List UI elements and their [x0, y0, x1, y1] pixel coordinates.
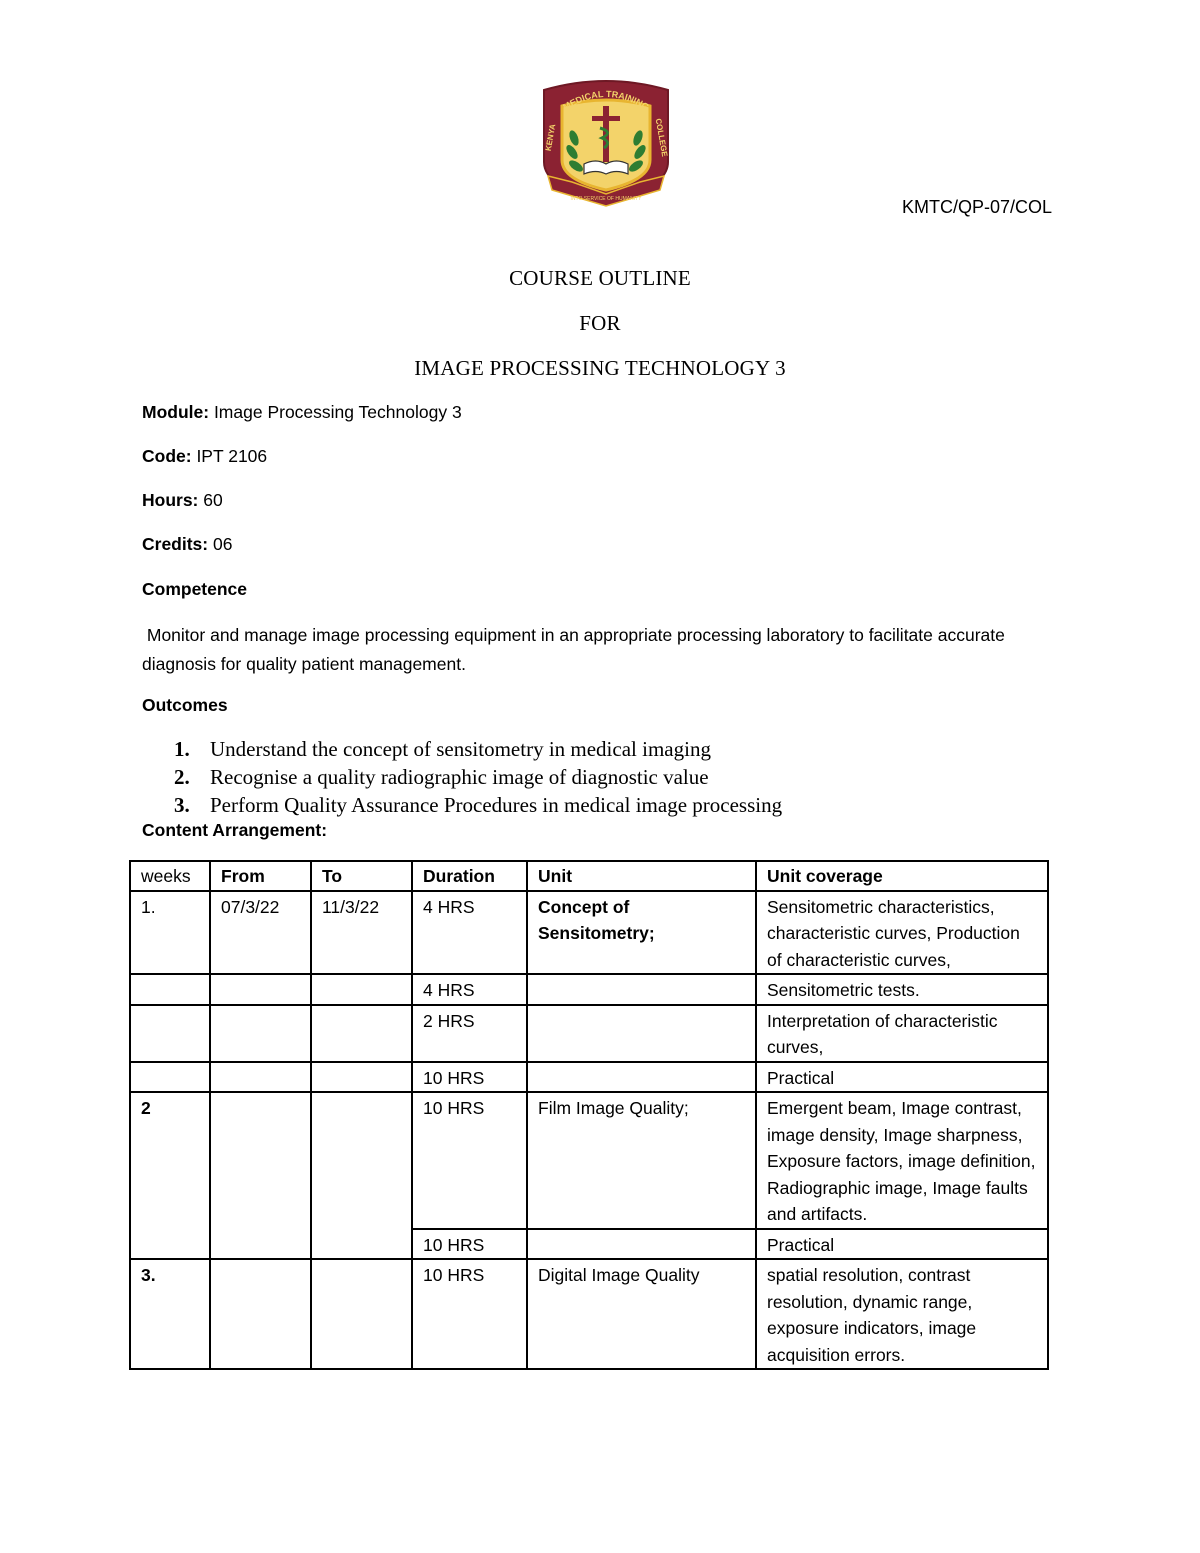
cell-coverage: Emergent beam, Image contrast, image density, Image sharpness, Exposure factors, image definition, Radiographic image, Image faults and artifacts. [756, 1092, 1048, 1229]
content-arrangement-table [129, 860, 1049, 1370]
cell-coverage: Interpretation of characteristic curves, [756, 1005, 1048, 1062]
cell-unit: Digital Image Quality [527, 1259, 756, 1369]
field-module-value: Image Processing Technology 3 [209, 402, 462, 422]
field-code [142, 446, 267, 467]
header-from: From [210, 861, 311, 891]
header-weeks: weeks [130, 861, 210, 891]
table-row [130, 891, 1048, 975]
crest-text-top: MEDICAL TRAINING [561, 88, 651, 113]
header-duration: Duration [412, 861, 527, 891]
crest-text-left: KENYA [543, 123, 558, 152]
cell-coverage: Sensitometric characteristics, characteristic curves, Production of characteristic curves, [756, 891, 1048, 975]
table-header-row [130, 861, 1048, 891]
outcome-text: Perform Quality Assurance Procedures in medical image processing [210, 793, 783, 817]
field-hours-value: 60 [198, 490, 223, 510]
cell-from [210, 974, 311, 1005]
cell-to [311, 974, 412, 1005]
title-course-name: IMAGE PROCESSING TECHNOLOGY 3 [414, 356, 786, 380]
outcomes-list [174, 735, 782, 819]
cell-from: 07/3/22 [210, 891, 311, 975]
outcome-item [174, 791, 782, 819]
header-to: To [311, 861, 412, 891]
document-code: KMTC/QP-07/COL [902, 197, 1053, 217]
cell-duration: 4 HRS [412, 974, 527, 1005]
field-code-value: IPT 2106 [191, 446, 268, 466]
outcome-number: 1. [174, 737, 190, 761]
field-module-label: Module: [142, 402, 210, 422]
cell-coverage: Sensitometric tests. [756, 974, 1048, 1005]
cell-duration: 4 HRS [412, 891, 527, 975]
outcome-item [174, 735, 782, 763]
cell-from [210, 1062, 311, 1093]
table-row [130, 1005, 1048, 1062]
cell-week: 3. [130, 1259, 210, 1369]
field-credits [142, 534, 232, 555]
cell-from [210, 1092, 311, 1259]
outcome-item [174, 763, 782, 791]
field-hours [142, 490, 223, 511]
title-course-outline: COURSE OUTLINE [509, 266, 691, 290]
cell-duration: 2 HRS [412, 1005, 527, 1062]
cell-duration: 10 HRS [412, 1229, 527, 1260]
cell-week [130, 1062, 210, 1093]
cell-to [311, 1092, 412, 1259]
cell-unit [527, 1229, 756, 1260]
cell-unit [527, 974, 756, 1005]
table-row [130, 1092, 1048, 1229]
cell-unit: Film Image Quality; [527, 1092, 756, 1229]
crest-motto: INTO SERVICE OF HUMANITY [570, 196, 642, 202]
cell-to: 11/3/22 [311, 891, 412, 975]
cell-from [210, 1259, 311, 1369]
outcome-text: Recognise a quality radiographic image of diagnostic value [210, 765, 709, 789]
table-row [130, 1259, 1048, 1369]
field-credits-value: 06 [208, 534, 233, 554]
table-row [130, 974, 1048, 1005]
competence-heading: Competence [142, 579, 248, 599]
cell-from [210, 1005, 311, 1062]
title-for: FOR [579, 311, 621, 335]
field-code-label: Code: [142, 446, 192, 466]
field-credits-label: Credits: [142, 534, 209, 554]
outcomes-heading: Outcomes [142, 695, 228, 715]
cell-duration: 10 HRS [412, 1062, 527, 1093]
header-unit-coverage: Unit coverage [756, 861, 1048, 891]
cell-to [311, 1062, 412, 1093]
header-unit: Unit [527, 861, 756, 891]
cell-unit [527, 1062, 756, 1093]
cell-to [311, 1005, 412, 1062]
cell-week: 1. [130, 891, 210, 975]
outcome-text: Understand the concept of sensitometry in medical imaging [210, 737, 711, 761]
cell-unit: Concept of Sensitometry; [527, 891, 756, 975]
crest-text-right: COLLEGE [653, 117, 670, 158]
cell-week [130, 974, 210, 1005]
outcome-number: 3. [174, 793, 190, 817]
cell-coverage: Practical [756, 1229, 1048, 1260]
table-row [130, 1062, 1048, 1093]
cell-week: 2 [130, 1092, 210, 1259]
college-crest-logo [536, 76, 676, 210]
cell-duration: 10 HRS [412, 1259, 527, 1369]
cell-unit [527, 1005, 756, 1062]
field-module [142, 402, 462, 423]
field-hours-label: Hours: [142, 490, 199, 510]
cell-coverage: Practical [756, 1062, 1048, 1093]
cell-to [311, 1259, 412, 1369]
content-arrangement-heading: Content Arrangement: [142, 820, 328, 840]
cell-duration: 10 HRS [412, 1092, 527, 1229]
competence-text: Monitor and manage image processing equipment in an appropriate processing laboratory to facilitate accurate diagnosis for quality patient management. [142, 625, 1010, 674]
cell-coverage: spatial resolution, contrast resolution, dynamic range, exposure indicators, image acquisition errors. [756, 1259, 1048, 1369]
outcome-number: 2. [174, 765, 190, 789]
cell-week [130, 1005, 210, 1062]
